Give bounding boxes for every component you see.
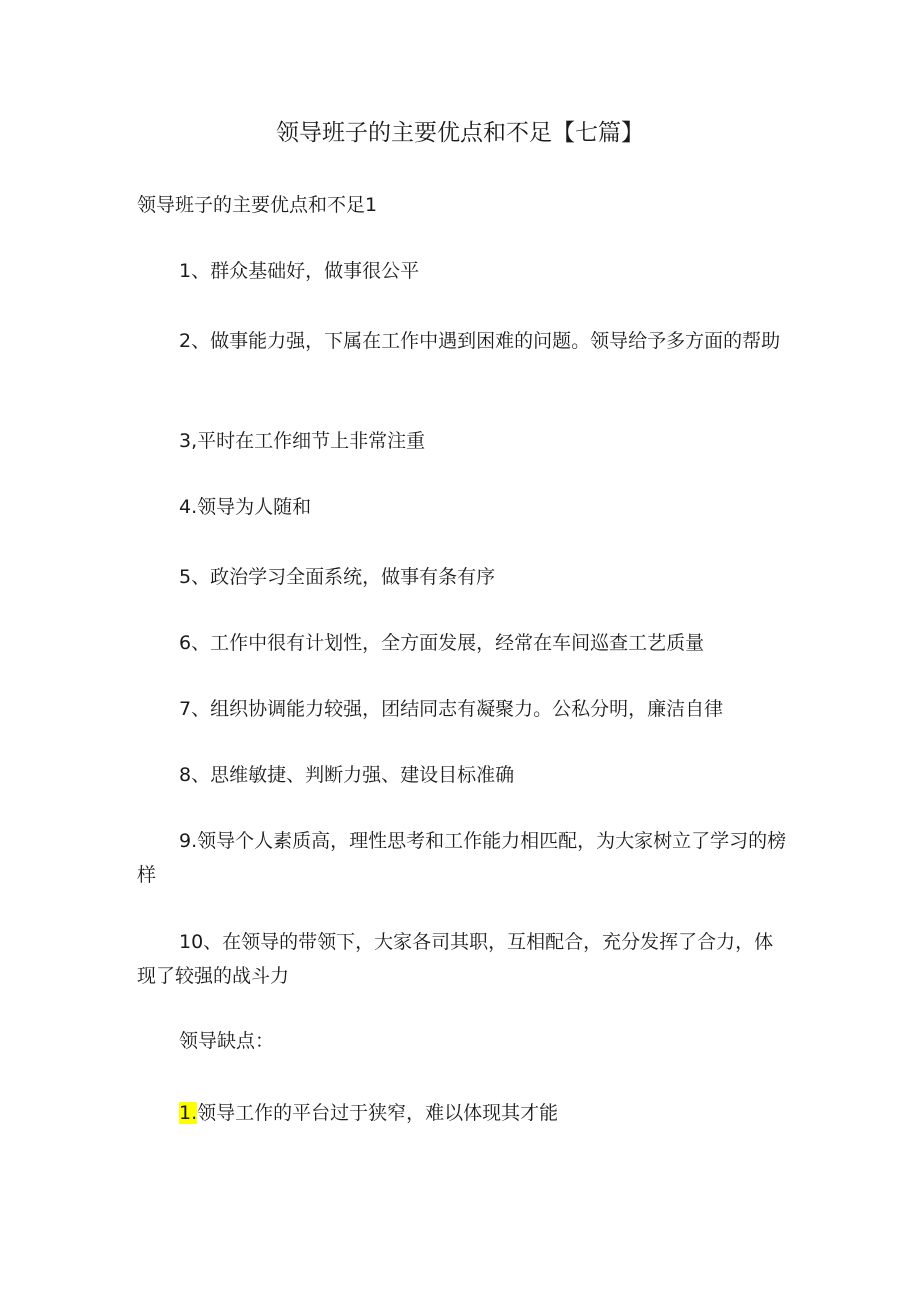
shortcoming-item-1 [137,1096,787,1130]
paragraph-4: 4.领导为人随和 [179,496,312,518]
paragraph-2: 2、做事能力强，下属在工作中遇到困难的问题。领导给予多方面的帮助 [179,330,781,352]
paragraph-10: 10、在领导的带领下，大家各司其职，互相配合，充分发挥了合力，体现了较强的战斗力 [137,931,774,987]
highlighted-item-number: 1. [179,1102,198,1124]
paragraph-1: 1、群众基础好，做事很公平 [179,260,420,282]
paragraph-9: 9.领导个人素质高，理性思考和工作能力相匹配，为大家树立了学习的榜样 [137,830,787,886]
paragraph-6: 6、工作中很有计划性，全方面发展，经常在车间巡查工艺质量 [179,632,705,654]
paragraph-5: 5、政治学习全面系统，做事有条有序 [179,566,496,588]
paragraph-3: 3,平时在工作细节上非常注重 [179,430,426,452]
paragraph-8: 8、思维敏捷、判断力强、建设目标准确 [179,764,515,786]
document-title: 领导班子的主要优点和不足【七篇】 [276,120,644,146]
paragraph-7: 7、组织协调能力较强，团结同志有凝聚力。公私分明，廉洁自律 [179,698,724,720]
shortcomings-heading: 领导缺点： [179,1030,275,1052]
shortcoming-item-1-text: 领导工作的平台过于狭窄，难以体现其才能 [197,1102,559,1124]
section-heading: 领导班子的主要优点和不足1 [137,194,378,216]
